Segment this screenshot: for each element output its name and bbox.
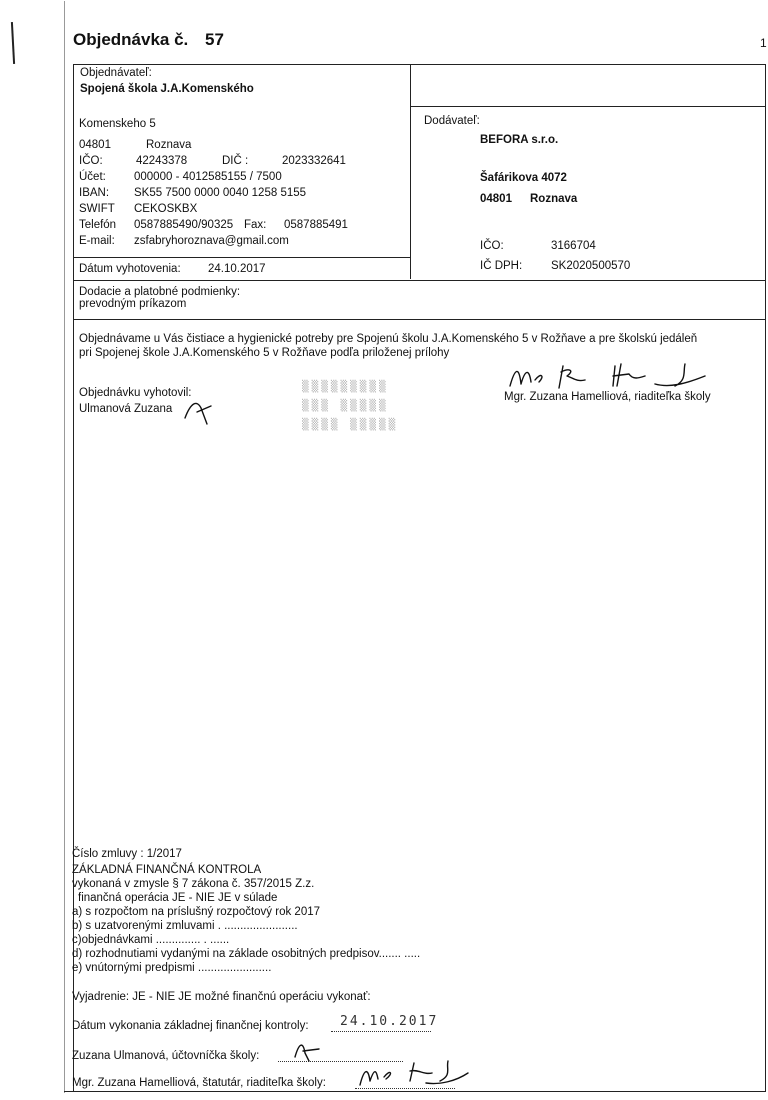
control-line-4: b) s uzatvorenými zmluvami . ....................... xyxy=(72,920,298,932)
buyer-dic-label: DIČ : xyxy=(222,155,249,167)
director-name: Mgr. Zuzana Hamelliová, riaditeľka školy xyxy=(504,391,711,403)
buyer-swift: CEKOSKBX xyxy=(134,203,198,215)
buyer-iban: SK55 7500 0000 0040 1258 5155 xyxy=(134,187,307,199)
supplier-city: Roznava xyxy=(530,193,578,205)
order-text-line-1: Objednávame u Vás čistiace a hygienické potreby pre Spojenú školu J.A.Komenského 5 v Rožňave a pre školskú jedáleň xyxy=(79,333,698,345)
control-statement: Vyjadrenie: JE - NIE JE možné finančnú operáciu vykonať: xyxy=(72,991,371,1003)
faded-stamp: ▒▒▒▒▒▒▒▒▒ ▒▒▒ ▒▒▒▒▒ ▒▒▒▒ ▒▒▒▒▒ xyxy=(302,380,399,431)
buyer-swift-label: SWIFT xyxy=(79,203,115,215)
control-line-7: e) vnútornými predpismi ....................... xyxy=(72,962,272,974)
frame-top xyxy=(73,64,765,65)
control-date-label: Dátum vykonania základnej finančnej kontroly: xyxy=(72,1020,309,1032)
margin-mark xyxy=(11,22,15,64)
frame-right xyxy=(765,106,766,1092)
prepared-by: Ulmanová Zuzana xyxy=(79,403,173,415)
buyer-account: 000000 - 4012585155 / 7500 xyxy=(134,171,282,183)
prepared-label: Objednávku vyhotovil: xyxy=(79,387,192,399)
buyer-phone-label: Telefón xyxy=(79,219,117,231)
buyer-email: zsfabryhoroznava@gmail.com xyxy=(134,235,289,247)
buyer-dic: 2023332641 xyxy=(282,155,346,167)
buyer-city: Roznava xyxy=(146,139,192,151)
buyer-account-label: Účet: xyxy=(79,171,106,183)
buyer-fax: 0587885491 xyxy=(284,219,348,231)
statutory-signature xyxy=(356,1055,476,1089)
buyer-label: Objednávateľ: xyxy=(80,67,152,79)
terms-label: Dodacie a platobné podmienky: xyxy=(79,286,241,298)
buyer-name: Spojená škola J.A.Komenského xyxy=(80,83,254,95)
control-line-1: vykonaná v zmysle § 7 zákona č. 357/2015 Z.z. xyxy=(72,878,315,890)
supplier-icdph: SK2020500570 xyxy=(551,260,631,272)
control-date-underline xyxy=(331,1031,431,1032)
control-date-value: 24.10.2017 xyxy=(340,1014,439,1029)
order-number: 57 xyxy=(205,30,224,49)
page-number: 1 xyxy=(760,36,767,50)
supplier-icdph-label: IČ DPH: xyxy=(480,260,523,272)
control-line-6: d) rozhodnutiami vydanými na základe osobitných predpisov....... ..... xyxy=(72,948,421,960)
page-title xyxy=(73,30,224,50)
section-line-2 xyxy=(73,319,765,320)
director-signature xyxy=(505,358,720,394)
preparer-signature xyxy=(183,398,215,426)
supplier-label: Dodávateľ: xyxy=(424,115,480,127)
control-line-3: a) s rozpočtom na príslušný rozpočtový rok 2017 xyxy=(72,906,321,918)
buyer-phone: 0587885490/90325 xyxy=(134,219,234,231)
supplier-zip: 04801 xyxy=(480,193,512,205)
buyer-ico: 42243378 xyxy=(136,155,188,167)
contract-number: Číslo zmluvy : 1/2017 xyxy=(72,848,182,860)
title-label: Objednávka č. xyxy=(73,30,189,49)
frame-outer-left xyxy=(64,1,65,1093)
buyer-zip: 04801 xyxy=(79,139,111,151)
supplier-right-top xyxy=(765,64,766,106)
supplier-street: Šafárikova 4072 xyxy=(480,172,567,184)
supplier-top xyxy=(410,106,765,107)
date-label: Dátum vyhotovenia: xyxy=(79,263,181,275)
accountant-signature xyxy=(293,1039,323,1063)
date-value: 24.10.2017 xyxy=(208,263,266,275)
date-top-line xyxy=(73,257,410,258)
buyer-divider xyxy=(410,64,411,279)
supplier-ico: 3166704 xyxy=(551,240,596,252)
control-line-5: c)objednávkami .............. . ...... xyxy=(72,934,230,946)
buyer-ico-label: IČO: xyxy=(79,155,103,167)
supplier-ico-label: IČO: xyxy=(480,240,504,252)
frame-bottom xyxy=(64,1091,766,1092)
order-text-line-2: pri Spojenej škole J.A.Komenského 5 v Rožňave podľa priloženej prílohy xyxy=(79,347,450,359)
statutory-line: Mgr. Zuzana Hamelliová, štatutár, riaditeľka školy: xyxy=(72,1077,326,1089)
control-line-2: finančná operácia JE - NIE JE v súlade xyxy=(78,892,278,904)
buyer-email-label: E-mail: xyxy=(79,235,115,247)
accountant-line: Zuzana Ulmanová, účtovníčka školy: xyxy=(72,1050,260,1062)
buyer-fax-label: Fax: xyxy=(244,219,267,231)
buyer-street: Komenskeho 5 xyxy=(79,118,156,130)
supplier-name: BEFORA s.r.o. xyxy=(480,134,559,146)
terms-value: prevodným príkazom xyxy=(79,298,187,310)
section-line-1 xyxy=(73,280,765,281)
buyer-iban-label: IBAN: xyxy=(79,187,110,199)
control-heading: ZÁKLADNÁ FINANČNÁ KONTROLA xyxy=(72,864,262,876)
